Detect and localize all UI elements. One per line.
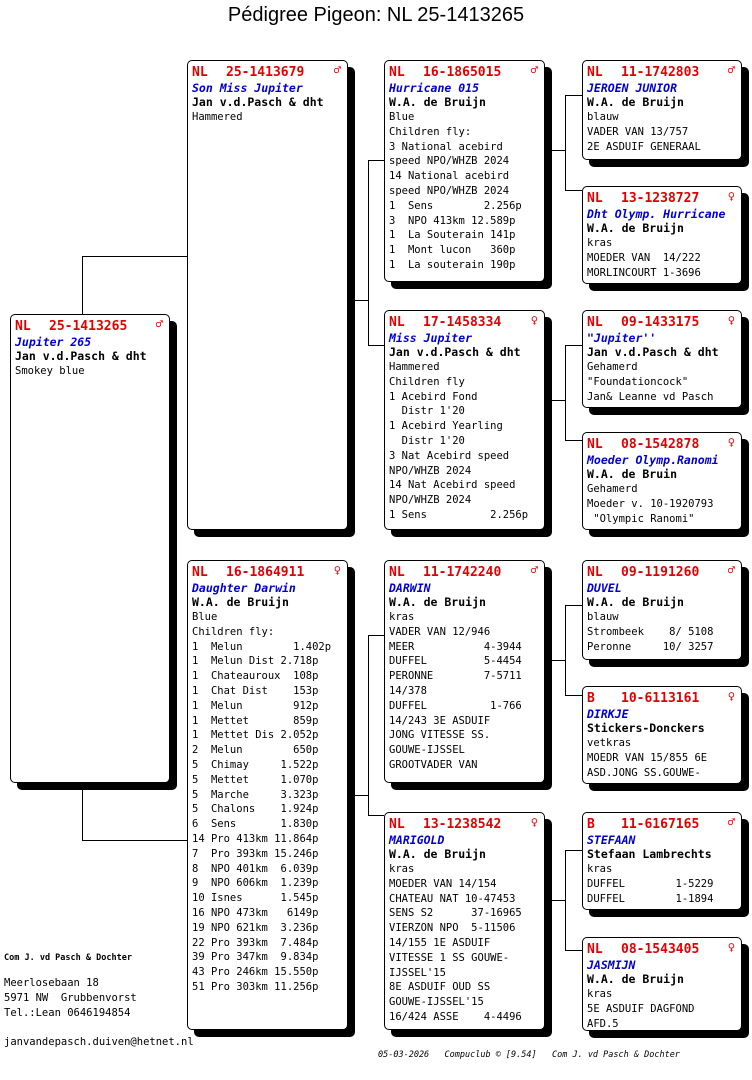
connector-line xyxy=(348,300,368,301)
connector-line xyxy=(368,160,384,161)
info-line: Children fly: xyxy=(192,625,275,638)
info-line: VADER VAN 12/946 xyxy=(389,625,491,638)
ring-number: 08-1542878 xyxy=(621,437,700,452)
phone-line: Tel.:Lean 0646194854 xyxy=(4,1007,131,1019)
info-line: Gehamerd xyxy=(587,483,638,495)
info-line: MEER 4-3944 xyxy=(389,640,522,653)
ring-header xyxy=(587,942,737,958)
pigeon-card-ggp-4[interactable] xyxy=(582,432,742,530)
info-line: MOEDER VAN 14/222 xyxy=(587,251,701,264)
info-line: DUFFEL 1-766 xyxy=(389,699,522,712)
ring-header xyxy=(587,191,737,207)
info-line: kras xyxy=(389,611,415,623)
connector-line xyxy=(565,345,582,346)
info-line: 14/378 xyxy=(389,684,427,697)
pigeon-card-maternal-grandfather[interactable] xyxy=(384,560,545,783)
connector-line xyxy=(82,256,188,257)
owner-name: Jan v.d.Pasch & dht xyxy=(587,345,719,359)
info-line: Moeder v. 10-1920793 xyxy=(587,497,714,510)
owner-name: W.A. de Bruijn xyxy=(587,221,684,235)
ring-number: 25-1413679 xyxy=(226,65,305,80)
ring-header xyxy=(389,817,540,833)
pigeon-card-subject[interactable] xyxy=(10,314,170,783)
connector-line xyxy=(368,815,384,816)
pigeon-name: Miss Jupiter xyxy=(389,331,473,345)
pigeon-name: "Jupiter'' xyxy=(587,331,657,345)
sex-icon: ♀ xyxy=(727,689,735,703)
connector-line xyxy=(565,190,582,191)
owner-name: Jan v.d.Pasch & dht xyxy=(389,345,521,359)
owner-name: Stefaan Lambrechts xyxy=(587,847,712,861)
email-link[interactable]: janvandepasch.duiven@hetnet.nl xyxy=(4,1036,194,1048)
pigeon-name: DARWIN xyxy=(389,581,431,595)
ring-number: 13-1238727 xyxy=(621,191,700,206)
country-code: B xyxy=(587,817,595,832)
info-line: 1 Mettet Dis 2.052p xyxy=(192,729,319,742)
ring-number: 09-1433175 xyxy=(621,315,700,330)
sex-icon: ♂ xyxy=(333,63,341,77)
info-line: 1 Mettet 859p xyxy=(192,714,319,727)
owner-name: W.A. de Bruijn xyxy=(587,595,684,609)
info-line: MORLINCOURT 1-3696 xyxy=(587,266,701,279)
connector-line xyxy=(565,95,566,190)
info-line: Distr 1'20 xyxy=(389,434,465,447)
country-code: NL xyxy=(587,437,603,452)
info-line: 5 Chalons 1.924p xyxy=(192,803,319,816)
pigeon-name: Hurricane 015 xyxy=(389,81,480,95)
info-line: 14 National acebird xyxy=(389,170,510,183)
info-line: 5 Chimay 1.522p xyxy=(192,758,319,771)
ring-number: 11-6167165 xyxy=(621,817,700,832)
info-line: 14 Nat Acebird speed xyxy=(389,479,516,492)
pigeon-card-maternal-grandmother[interactable] xyxy=(384,812,545,1030)
info-line: Gehamerd xyxy=(587,361,638,373)
info-line: Children fly xyxy=(389,375,465,388)
info-line: 51 Pro 303km 11.256p xyxy=(192,980,319,993)
owner-name: W.A. de Bruijn xyxy=(192,595,289,609)
ring-number: 09-1191260 xyxy=(621,565,700,580)
info-line: 19 NPO 621km 3.236p xyxy=(192,921,319,934)
info-line: 6 Sens 1.830p xyxy=(192,818,319,831)
country-code: NL xyxy=(587,65,603,80)
owner-name: W.A. de Bruijn xyxy=(389,595,486,609)
info-line: PERONNE 7-5711 xyxy=(389,670,522,683)
sex-icon: ♀ xyxy=(333,563,341,577)
info-line: 1 Chateauroux 108p xyxy=(192,670,319,683)
sex-icon: ♀ xyxy=(727,435,735,449)
info-line: vetkras xyxy=(587,737,632,749)
country-code: NL xyxy=(389,565,405,580)
country-code: B xyxy=(587,691,595,706)
sex-icon: ♂ xyxy=(727,815,735,829)
info-line: 1 La souterain 190p xyxy=(389,258,516,271)
info-line: Blue xyxy=(389,111,415,123)
info-line: 43 Pro 246km 15.550p xyxy=(192,966,319,979)
pigeon-card-ggp-6[interactable] xyxy=(582,686,742,784)
connector-line xyxy=(368,635,384,636)
sex-icon: ♀ xyxy=(727,189,735,203)
ring-number: 08-1543405 xyxy=(621,942,700,957)
connector-line xyxy=(565,850,582,851)
pigeon-name: Dht Olymp. Hurricane xyxy=(587,207,726,221)
address-line-1: Meerlosebaan 18 xyxy=(4,977,99,989)
info-line: MOEDR VAN 15/855 6E xyxy=(587,751,708,764)
info-line: Strombeek 8/ 5108 xyxy=(587,625,714,638)
info-line: 1 Melun 1.402p xyxy=(192,640,332,653)
connector-line xyxy=(545,150,565,151)
info-line: Distr 1'20 xyxy=(389,405,465,418)
connector-line xyxy=(368,345,384,346)
pigeon-card-father[interactable] xyxy=(187,60,348,530)
info-line: DUFFEL 1-1894 xyxy=(587,892,714,905)
info-line: JONG VITESSE SS. xyxy=(389,729,491,742)
ring-header xyxy=(389,565,540,581)
info-line: Hammered xyxy=(192,111,243,123)
info-line: AFD.5 xyxy=(587,1017,619,1030)
pigeon-name: DIRKJE xyxy=(587,707,629,721)
ring-header xyxy=(15,319,165,335)
info-line: 14/155 1E ASDUIF xyxy=(389,936,491,949)
info-line: 1 Chat Dist 153p xyxy=(192,684,319,697)
pigeon-name: JEROEN JUNIOR xyxy=(587,81,678,95)
pigeon-card-ggp-2[interactable] xyxy=(582,186,742,284)
info-line: GROOTVADER VAN xyxy=(389,758,478,771)
ring-number: 11-1742803 xyxy=(621,65,700,80)
info-line: 14/243 3E ASDUIF xyxy=(389,714,491,727)
country-code: NL xyxy=(587,565,603,580)
ring-number: 10-6113161 xyxy=(621,691,700,706)
sex-icon: ♂ xyxy=(530,63,538,77)
info-line: 1 Melun Dist 2.718p xyxy=(192,655,319,668)
info-line: 1 Melun 912p xyxy=(192,699,319,712)
sex-icon: ♂ xyxy=(530,563,538,577)
connector-line xyxy=(348,795,368,796)
info-line: 1 La Souterain 141p xyxy=(389,229,516,242)
country-code: NL xyxy=(587,942,603,957)
owner-name: W.A. de Bruijn xyxy=(389,847,486,861)
connector-line xyxy=(565,695,582,696)
owner-name: Stickers-Donckers xyxy=(587,721,705,735)
info-line: MOEDER VAN 14/154 xyxy=(389,877,497,890)
country-code: NL xyxy=(192,65,208,80)
connector-line xyxy=(545,400,565,401)
info-line: "Olympic Ranomi" xyxy=(587,512,695,525)
info-line: 1 Acebird Fond xyxy=(389,390,478,403)
info-line: Jan& Leanne vd Pasch xyxy=(587,390,714,403)
connector-line xyxy=(82,783,83,840)
country-code: NL xyxy=(389,65,405,80)
country-code: NL xyxy=(192,565,208,580)
pigeon-name: DUVEL xyxy=(587,581,622,595)
pigeon-name: STEFAAN xyxy=(587,833,636,847)
ring-number: 13-1238542 xyxy=(423,817,502,832)
info-line: 5 Mettet 1.070p xyxy=(192,773,319,786)
info-line: 1 Acebird Yearling xyxy=(389,420,503,433)
info-line: 39 Pro 347km 9.834p xyxy=(192,951,319,964)
connector-line xyxy=(565,950,582,951)
info-line: 16 NPO 473km 6149p xyxy=(192,906,319,919)
ring-number: 16-1865015 xyxy=(423,65,502,80)
info-line: 8 NPO 401km 6.039p xyxy=(192,862,319,875)
info-line: VADER VAN 13/757 xyxy=(587,125,689,138)
info-line: 9 NPO 606km 1.239p xyxy=(192,877,319,890)
owner-name: Jan v.d.Pasch & dht xyxy=(192,95,324,109)
sex-icon: ♀ xyxy=(530,313,538,327)
pigeon-card-ggp-3[interactable] xyxy=(582,310,742,408)
info-line: DUFFEL 1-5229 xyxy=(587,877,714,890)
info-line: CHATEAU NAT 10-47453 xyxy=(389,892,516,905)
owner-name: Jan v.d.Pasch & dht xyxy=(15,349,147,363)
info-line: "Foundationcock" xyxy=(587,375,689,388)
connector-line xyxy=(82,256,83,314)
owner-name: W.A. de Bruijn xyxy=(587,972,684,986)
page-title: Pédigree Pigeon: NL 25-1413265 xyxy=(227,4,525,26)
info-line: SENS S2 37-16965 xyxy=(389,907,522,920)
sex-icon: ♀ xyxy=(727,940,735,954)
country-code: NL xyxy=(587,191,603,206)
pigeon-card-ggp-7[interactable] xyxy=(582,812,742,910)
ring-number: 25-1413265 xyxy=(49,319,128,334)
info-line: NPO/WHZB 2024 xyxy=(389,464,472,477)
pigeon-name: JASMIJN xyxy=(587,958,636,972)
info-line: 8E ASDUIF OUD SS xyxy=(389,981,491,994)
ring-header xyxy=(587,65,737,81)
info-line: 3 Nat Acebird speed xyxy=(389,449,510,462)
info-line: 5 Marche 3.323p xyxy=(192,788,319,801)
connector-line xyxy=(565,440,582,441)
info-line: 3 National acebird xyxy=(389,140,503,153)
info-line: 2E ASDUIF GENERAAL xyxy=(587,140,701,153)
pigeon-name: Son Miss Jupiter xyxy=(192,81,303,95)
connector-line xyxy=(368,160,369,345)
info-line: blauw xyxy=(587,611,619,623)
connector-line xyxy=(565,345,566,440)
info-line: VIERZON NPO 5-11506 xyxy=(389,922,516,935)
connector-line xyxy=(82,840,188,841)
info-line: 10 Isnes 1.545p xyxy=(192,892,319,905)
info-line: ASD.JONG SS.GOUWE- xyxy=(587,766,701,779)
connector-line xyxy=(565,605,566,695)
info-line: Smokey blue xyxy=(15,365,85,377)
pigeon-name: MARIGOLD xyxy=(389,833,445,847)
sex-icon: ♀ xyxy=(727,313,735,327)
sex-icon: ♂ xyxy=(155,317,163,331)
info-line: kras xyxy=(587,237,613,249)
pigeon-card-paternal-grandfather[interactable] xyxy=(384,60,545,282)
pigeon-name: Jupiter 265 xyxy=(15,335,92,349)
pigeon-card-paternal-grandmother[interactable] xyxy=(384,310,545,530)
ring-header xyxy=(389,315,540,331)
info-line: IJSSEL'15 xyxy=(389,966,446,979)
info-line: Children fly: xyxy=(389,125,472,138)
sex-icon: ♀ xyxy=(530,815,538,829)
pigeon-card-ggp-5[interactable] xyxy=(582,560,742,660)
ring-header xyxy=(587,315,737,331)
info-line: Blue xyxy=(192,611,218,623)
info-line: NPO/WHZB 2024 xyxy=(389,494,472,507)
ring-header xyxy=(192,65,343,81)
info-line: 22 Pro 393km 7.484p xyxy=(192,936,319,949)
ring-header xyxy=(587,565,737,581)
info-line: kras xyxy=(389,863,415,875)
info-line: speed NPO/WHZB 2024 xyxy=(389,155,510,168)
info-line: Hammered xyxy=(389,361,440,373)
info-line: kras xyxy=(587,988,613,1000)
info-line: 1 Mont lucon 360p xyxy=(389,244,516,257)
connector-line xyxy=(545,900,565,901)
address-line-2: 5971 NW Grubbenvorst xyxy=(4,992,137,1004)
info-line: 7 Pro 393km 15.246p xyxy=(192,847,319,860)
connector-line xyxy=(545,660,565,661)
country-code: NL xyxy=(587,315,603,330)
info-line: Peronne 10/ 3257 xyxy=(587,640,714,653)
info-line: blauw xyxy=(587,111,619,123)
info-line: 16/424 ASSE 4-4496 xyxy=(389,1010,522,1023)
country-code: NL xyxy=(15,319,31,334)
info-line: 2 Melun 650p xyxy=(192,744,319,757)
pigeon-card-ggp-1[interactable] xyxy=(582,60,742,160)
ring-header xyxy=(587,691,737,707)
pigeon-card-ggp-8[interactable] xyxy=(582,937,742,1031)
info-line: speed NPO/WHZB 2024 xyxy=(389,184,510,197)
pigeon-card-mother[interactable] xyxy=(187,560,348,1030)
info-line: 14 Pro 413km 11.864p xyxy=(192,832,319,845)
owner-name: W.A. de Bruijn xyxy=(389,95,486,109)
owner-name: W.A. de Bruijn xyxy=(587,95,684,109)
country-code: NL xyxy=(389,817,405,832)
ring-header xyxy=(389,65,540,81)
info-line: 1 Sens 2.256p xyxy=(389,508,529,521)
sex-icon: ♂ xyxy=(727,63,735,77)
info-line: kras xyxy=(587,863,613,875)
ring-number: 17-1458334 xyxy=(423,315,502,330)
sex-icon: ♂ xyxy=(727,563,735,577)
print-stamp: 05-03-2026 Compuclub © [9.54] Com J. vd Pasch & Dochter xyxy=(378,1050,680,1060)
connector-line xyxy=(368,635,369,815)
connector-line xyxy=(565,605,582,606)
ring-header xyxy=(192,565,343,581)
country-code: NL xyxy=(389,315,405,330)
ring-header xyxy=(587,437,737,453)
info-line: 1 Sens 2.256p xyxy=(389,199,522,212)
info-line: VITESSE 1 SS GOUWE- xyxy=(389,951,510,964)
info-line: DUFFEL 5-4454 xyxy=(389,655,522,668)
ring-number: 16-1864911 xyxy=(226,565,305,580)
pigeon-name: Moeder Olymp.Ranomi xyxy=(587,453,719,467)
info-line: GOUWE-IJSSEL'15 xyxy=(389,996,484,1009)
info-line: GOUWE-IJSSEL xyxy=(389,744,465,757)
ring-header xyxy=(587,817,737,833)
pigeon-name: Daughter Darwin xyxy=(192,581,296,595)
info-line: 3 NPO 413km 12.589p xyxy=(389,214,516,227)
connector-line xyxy=(565,850,566,950)
breeder-name: Com J. vd Pasch & Dochter xyxy=(4,953,132,963)
info-line: 5E ASDUIF DAGFOND xyxy=(587,1002,695,1015)
connector-line xyxy=(565,95,582,96)
ring-number: 11-1742240 xyxy=(423,565,502,580)
owner-name: W.A. de Bruin xyxy=(587,467,678,481)
